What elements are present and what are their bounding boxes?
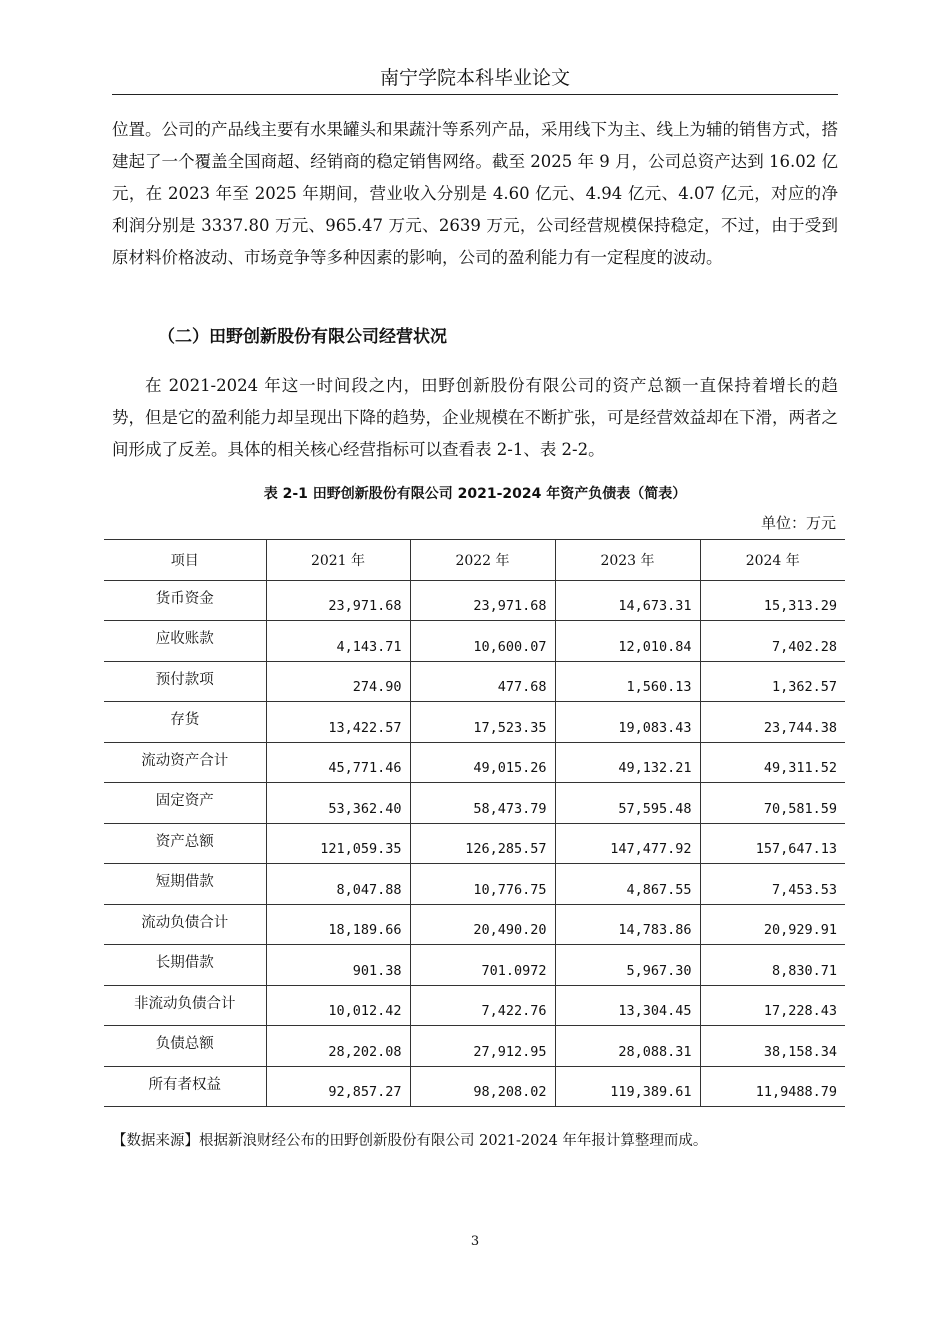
table-cell: 58,473.79 — [410, 783, 555, 824]
table-cell: 157,647.13 — [700, 823, 845, 864]
row-label: 所有者权益 — [104, 1066, 266, 1107]
table-row — [104, 823, 845, 864]
table-cell: 45,771.46 — [266, 742, 410, 783]
row-label: 资产总额 — [104, 823, 266, 864]
table-cell: 8,830.71 — [700, 945, 845, 986]
header-2023: 2023 年 — [555, 540, 700, 581]
table-cell: 1,560.13 — [555, 661, 700, 702]
header-item: 项目 — [104, 540, 266, 581]
table-row — [104, 742, 845, 783]
table-cell: 5,967.30 — [555, 945, 700, 986]
table-cell: 12,010.84 — [555, 621, 700, 662]
table-cell: 49,311.52 — [700, 742, 845, 783]
table-cell: 18,189.66 — [266, 904, 410, 945]
table-cell: 13,304.45 — [555, 985, 700, 1026]
running-header: 南宁学院本科毕业论文 — [379, 67, 570, 89]
table-cell: 38,158.34 — [700, 1026, 845, 1067]
row-label: 固定资产 — [104, 783, 266, 824]
table-row — [104, 1066, 845, 1107]
row-label: 存货 — [104, 702, 266, 743]
table-cell: 23,744.38 — [700, 702, 845, 743]
row-label: 预付款项 — [104, 661, 266, 702]
row-label: 短期借款 — [104, 864, 266, 905]
balance-sheet-table — [104, 539, 845, 1107]
table-cell: 7,453.53 — [700, 864, 845, 905]
table-cell: 20,490.20 — [410, 904, 555, 945]
table-cell: 7,422.76 — [410, 985, 555, 1026]
row-label: 应收账款 — [104, 621, 266, 662]
table-cell: 14,783.86 — [555, 904, 700, 945]
table-cell: 28,088.31 — [555, 1026, 700, 1067]
row-label: 非流动负债合计 — [104, 985, 266, 1026]
table-row — [104, 904, 845, 945]
table-cell: 23,971.68 — [410, 580, 555, 621]
row-label: 货币资金 — [104, 580, 266, 621]
table-row — [104, 864, 845, 905]
header-2021: 2021 年 — [266, 540, 410, 581]
table-cell: 10,600.07 — [410, 621, 555, 662]
table-row — [104, 661, 845, 702]
table-cell: 4,867.55 — [555, 864, 700, 905]
table-cell: 10,012.42 — [266, 985, 410, 1026]
table-row — [104, 1026, 845, 1067]
table-cell: 17,523.35 — [410, 702, 555, 743]
table-cell: 92,857.27 — [266, 1066, 410, 1107]
table-header-row — [104, 540, 845, 581]
page-number: 3 — [470, 1234, 480, 1249]
table-cell: 14,673.31 — [555, 580, 700, 621]
table-cell: 27,912.95 — [410, 1026, 555, 1067]
table-cell: 4,143.71 — [266, 621, 410, 662]
table-cell: 98,208.02 — [410, 1066, 555, 1107]
body-paragraph-2: 在 2021-2024 年这一时间段之内，田野创新股份有限公司的资产总额一直保持着增长的趋势，但是它的盈利能力却呈现出下降的趋势，企业规模在不断扩张，可是经营效益却在下滑，两者之间形成了反差。具体的相关核心经营指标可以查看表 2-1、表 2-2。 — [112, 376, 838, 459]
row-label: 长期借款 — [104, 945, 266, 986]
table-row — [104, 945, 845, 986]
table-row — [104, 621, 845, 662]
table-cell: 121,059.35 — [266, 823, 410, 864]
table-cell: 10,776.75 — [410, 864, 555, 905]
table-caption: 表 2-1 田野创新股份有限公司 2021-2024 年资产负债表（简表） — [263, 486, 687, 502]
table-cell: 53,362.40 — [266, 783, 410, 824]
table-cell: 701.0972 — [410, 945, 555, 986]
table-cell: 119,389.61 — [555, 1066, 700, 1107]
table-cell: 49,015.26 — [410, 742, 555, 783]
table-cell: 49,132.21 — [555, 742, 700, 783]
table-row — [104, 985, 845, 1026]
table-cell: 57,595.48 — [555, 783, 700, 824]
table-cell: 17,228.43 — [700, 985, 845, 1026]
table-cell: 19,083.43 — [555, 702, 700, 743]
table-cell: 901.38 — [266, 945, 410, 986]
table-cell: 8,047.88 — [266, 864, 410, 905]
table-cell: 274.90 — [266, 661, 410, 702]
table-cell: 15,313.29 — [700, 580, 845, 621]
table-cell: 70,581.59 — [700, 783, 845, 824]
table-body — [104, 580, 845, 1107]
header-rule — [112, 94, 838, 95]
section-heading: （二）田野创新股份有限公司经营状况 — [158, 327, 447, 347]
header-2024: 2024 年 — [700, 540, 845, 581]
table-cell: 11,9488.79 — [700, 1066, 845, 1107]
row-label: 负债总额 — [104, 1026, 266, 1067]
table-cell: 126,285.57 — [410, 823, 555, 864]
table-cell: 13,422.57 — [266, 702, 410, 743]
table-unit: 单位：万元 — [760, 514, 836, 532]
row-label: 流动负债合计 — [104, 904, 266, 945]
table-row — [104, 783, 845, 824]
table-cell: 477.68 — [410, 661, 555, 702]
table-row — [104, 580, 845, 621]
data-source-note: 【数据来源】根据新浪财经公布的田野创新股份有限公司 2021-2024 年年报计算整理而成。 — [112, 1133, 708, 1149]
table-row — [104, 702, 845, 743]
body-paragraph-1: 位置。公司的产品线主要有水果罐头和果蔬汁等系列产品，采用线下为主、线上为辅的销售方式，搭建起了一个覆盖全国商超、经销商的稳定销售网络。截至 2025 年 9 月，公司总资产达到 16.02 亿元，在 2023 年至 2025 年期间，营业收入分别是 4.60 亿元、4.94 亿元、4.07 亿元，对应的净利润分别是 3337.80 万元、965.47 万元、2639 万元，公司经营规模保持稳定，不过，由于受到原材料价格波动、市场竞争等多种因素的影响，公司的盈利能力有一定程度的波动。 — [112, 120, 838, 267]
table-cell: 23,971.68 — [266, 580, 410, 621]
table-cell: 28,202.08 — [266, 1026, 410, 1067]
row-label: 流动资产合计 — [104, 742, 266, 783]
table-cell: 20,929.91 — [700, 904, 845, 945]
table-cell: 7,402.28 — [700, 621, 845, 662]
table-cell: 1,362.57 — [700, 661, 845, 702]
header-2022: 2022 年 — [410, 540, 555, 581]
table-cell: 147,477.92 — [555, 823, 700, 864]
